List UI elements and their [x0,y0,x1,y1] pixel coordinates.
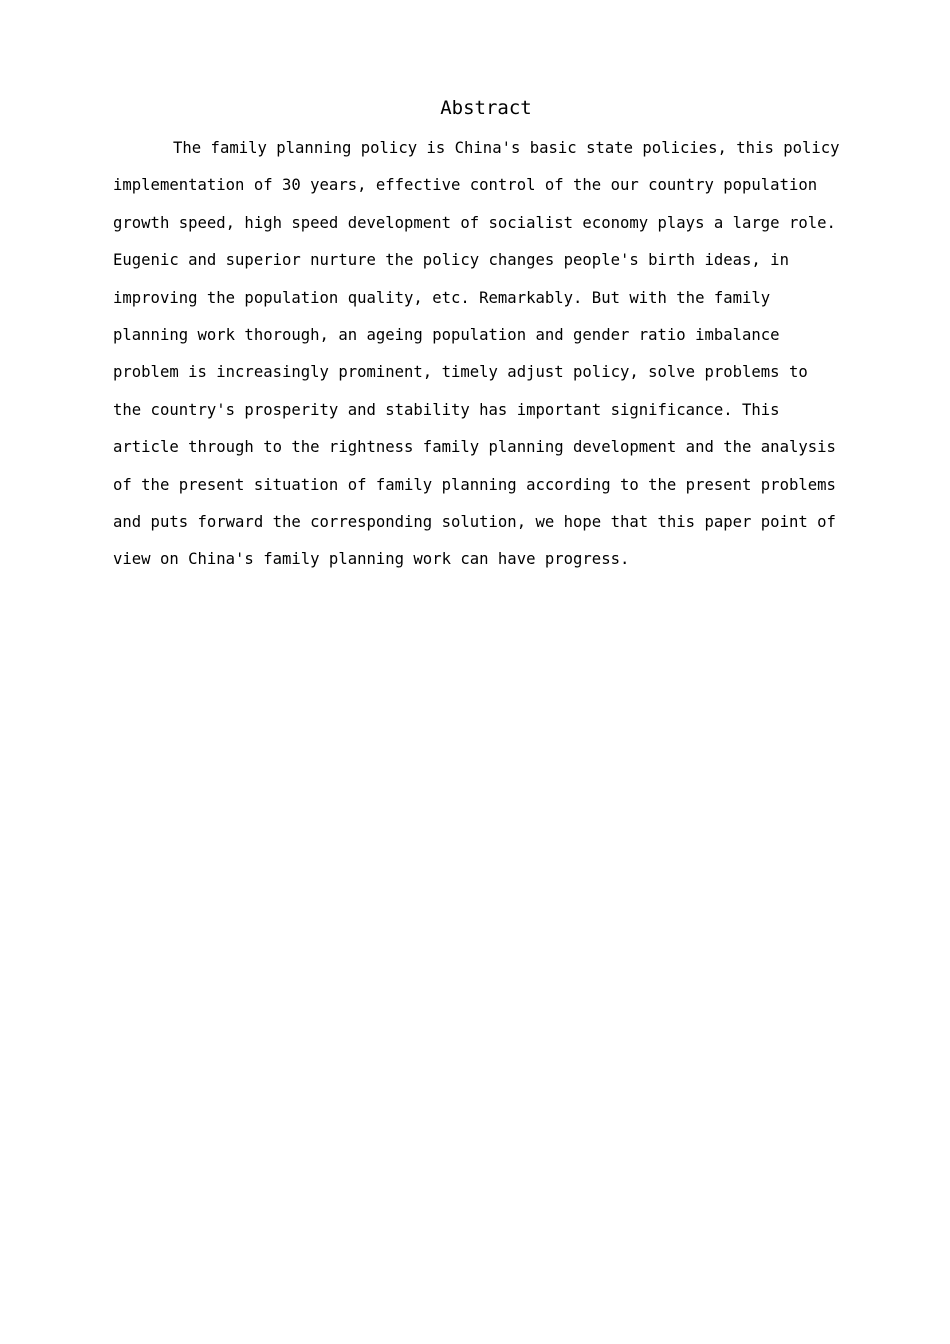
abstract-line: improving the population quality, etc. Remarkably. But with the family [113,288,771,307]
abstract-line: Eugenic and superior nurture the policy changes people's birth ideas, in [113,251,789,270]
abstract-line: implementation of 30 years, effective control of the our country population [113,176,818,195]
abstract-line: The family planning policy is China's basic state policies, this policy [173,139,840,157]
abstract-line: problem is increasingly prominent, timely adjust policy, solve problems to [113,363,808,382]
abstract-body [113,130,857,579]
abstract-line: article through to the rightness family planning development and the analysis [113,438,836,457]
abstract-line: and puts forward the corresponding solution, we hope that this paper point of [113,512,836,531]
abstract-title: Abstract [440,97,532,119]
abstract-line: growth speed, high speed development of socialist economy plays a large role. [113,213,836,232]
abstract-line: view on China's family planning work can have progress. [113,550,630,569]
abstract-line: of the present situation of family planning according to the present problems [113,475,836,494]
abstract-line: the country's prosperity and stability has important significance. This [113,400,780,419]
abstract-line: planning work thorough, an ageing population and gender ratio imbalance [113,325,780,344]
